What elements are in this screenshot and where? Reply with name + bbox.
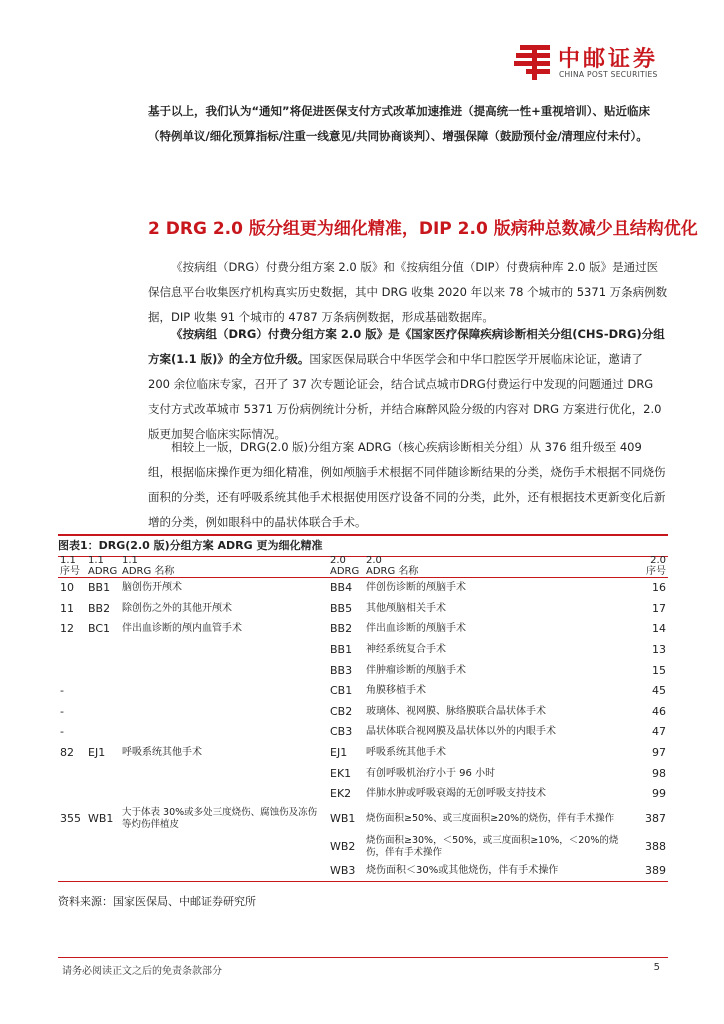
row-2-0-index: 15 [652,663,666,677]
row-1-1-index: 82 [60,746,74,760]
row-1-1-adrg: WB1 [88,811,114,825]
upgrade-paragraph-body: 国家医保局联合中华医学会和中华口腔医学开展临床论证，邀请了 200 余位临床专家，召开了 37 次专题论证会，结合试点城市DRG付费运行中发现的问题通过 DRG 支付方式改革城市 5371 万份病例统计分析，并结合麻醉风险分级的内容对 DRG 方案进行优化，2.0 版更加契合临床实际情况。 [148,352,662,441]
header-2-0-name: 2.0 ADRG 名称 [364,553,634,578]
row-2-0-name: 烧伤面积＜30%或其他烧伤，伴有手术操作 [364,861,634,882]
row-2-0-name: 角膜移植手术 [366,685,426,697]
row-1-1-name [120,763,328,784]
row-2-0-index: 13 [652,643,666,657]
row-1-1-name [120,702,328,723]
figure-title: 图表1：DRG(2.0 版)分组方案 ADRG 更为细化精准 [58,534,668,557]
row-1-1-index [58,784,86,805]
footer-divider [58,957,668,958]
table-row [58,784,668,805]
table-row [58,640,668,661]
table-header-row [58,553,668,578]
row-2-0-index: 387 [645,811,666,825]
row-1-1-name [120,784,328,805]
row-1-1-adrg [86,722,120,743]
table-row [58,660,668,681]
row-1-1-index [58,640,86,661]
header-1-1-name: 1.1 ADRG 名称 [120,553,328,578]
row-2-0-name: 烧伤面积≥30%，＜50%，或三度面积≥10%，＜20%的烧伤，伴有手术操作 [366,834,619,858]
row-1-1-adrg [86,640,120,661]
row-1-1-index [58,660,86,681]
row-1-1-index: - [60,684,64,698]
row-2-0-name: 伴创伤诊断的颅脑手术 [366,582,466,594]
table-row [58,763,668,784]
row-2-0-adrg: EJ1 [330,746,348,760]
row-1-1-adrg [86,660,120,681]
row-1-1-name [120,681,328,702]
brand-name-en: CHINA POST SECURITIES [559,70,658,79]
row-1-1-name [120,722,328,743]
row-2-0-index: 388 [645,839,666,853]
row-2-0-name: 神经系统复合手术 [366,644,446,656]
header-1-1-index: 1.1 序号 [58,553,86,578]
page-number: 5 [653,962,660,973]
row-2-0-index: 14 [652,622,666,636]
row-2-0-name: 晶状体联合视网膜及晶状体以外的内眼手术 [366,726,556,738]
row-1-1-name: 除创伤之外的其他开颅术 [122,602,232,614]
row-2-0-name: 伴出血诊断的颅脑手术 [366,623,466,635]
row-2-0-adrg: EK1 [330,766,352,780]
row-1-1-adrg: EJ1 [88,746,106,760]
row-1-1-adrg: BB2 [88,601,111,615]
row-2-0-adrg: BB4 [330,581,353,595]
row-1-1-name: 脑创伤开颅术 [122,582,182,594]
comparison-paragraph: 相较上一版，DRG(2.0 版)分组方案 ADRG（核心疾病诊断相关分组）从 376 组升级至 409 组，根据临床操作更为细化精准，例如颅脑手术根据不同伴随诊断结果的分类，烧伤手术根据不同烧伤面积的分类，还有呼吸系统其他手术根据使用医疗设备不同的分类，此外，还有根据技术更新变化后新增的分类，例如眼科中的晶状体联合手术。 [148,440,666,529]
row-1-1-index: - [60,704,64,718]
row-1-1-adrg [86,784,120,805]
header-2-0-adrg: 2.0 ADRG [328,553,364,578]
row-2-0-adrg: CB2 [330,704,353,718]
row-1-1-adrg [86,833,120,861]
figure-source: 资料来源：国家医保局、中邮证券研究所 [58,895,256,908]
upgrade-paragraph-lead: 《按病组（DRG）付费分组方案 2.0 版》是《国家医疗保障疾病诊断相关分组(CHS-DRG)分组方案(1.1 版)》的全方位升级。 [148,327,665,366]
china-post-logo-icon [512,42,556,82]
row-2-0-index: 17 [652,601,666,615]
row-2-0-name: 玻璃体、视网膜、脉络膜联合晶状体手术 [366,705,546,717]
row-1-1-index: 11 [60,601,74,615]
disclaimer-footer: 请务必阅读正文之后的免责条款部分 [62,966,222,977]
row-2-0-index: 98 [652,766,666,780]
row-2-0-index: 389 [634,861,668,882]
row-1-1-index [58,833,86,861]
table-row [58,619,668,640]
row-2-0-index: 45 [652,684,666,698]
table-row [58,722,668,743]
row-1-1-name [120,660,328,681]
row-2-0-adrg: BB2 [330,622,353,636]
table-row [58,805,668,833]
row-2-0-name: 有创呼吸机治疗小于 96 小时 [366,767,496,779]
row-2-0-adrg: BB5 [330,601,353,615]
row-1-1-name: 大于体表 30%或多处三度烧伤、腐蚀伤及冻伤等灼伤伴植皮 [122,806,318,830]
row-1-1-index [58,861,86,882]
row-2-0-index: 47 [652,725,666,739]
header-2-0-index: 2.0 序号 [634,553,668,578]
row-1-1-adrg [86,681,120,702]
row-1-1-index [58,763,86,784]
row-1-1-name [120,833,328,861]
row-1-1-name: 伴出血诊断的颅内血管手术 [122,623,242,635]
data-source-paragraph: 《按病组（DRG）付费分组方案 2.0 版》和《按病组分值（DIP）付费病种库 2.0 版》是通过医保信息平台收集医疗机构真实历史数据，其中 DRG 收集 2020 年以来 78 个城市的 5371 万条病例数据，DIP 收集 91 个城市的 4787 万条病例数据，形成基础数据库。 [148,260,668,324]
row-1-1-index: 10 [60,581,74,595]
row-1-1-adrg [86,861,120,882]
section-title: 2 DRG 2.0 版分组更为细化精准，DIP 2.0 版病种总数减少且结构优化 [148,219,698,239]
row-1-1-name [120,640,328,661]
row-2-0-name: 其他颅脑相关手术 [366,602,446,614]
table-row [58,599,668,620]
table-row [58,743,668,764]
row-1-1-index: - [60,725,64,739]
header-1-1-adrg: 1.1 ADRG [86,553,120,578]
table-row [58,681,668,702]
row-1-1-adrg: BC1 [88,622,111,636]
row-1-1-adrg [86,702,120,723]
row-2-0-adrg: WB1 [330,811,356,825]
row-1-1-adrg: BB1 [88,581,111,595]
brand-logo [512,42,672,82]
table-row [58,833,668,861]
table-row [58,702,668,723]
brand-name-cn: 中邮证券 [558,47,659,72]
row-2-0-index: 16 [652,581,666,595]
row-2-0-name: 伴肿瘤诊断的颅脑手术 [366,664,466,676]
row-2-0-adrg: BB3 [330,663,353,677]
conclusion-paragraph: 基于以上，我们认为“通知”将促进医保支付方式改革加速推进（提高统一性+重视培训）、贴近临床（特例单议/细化预算指标/注重一线意见/共同协商谈判）、增强保障（鼓励预付金/清理应付未付）。 [148,104,650,143]
upgrade-paragraph [148,322,668,447]
table-row [58,578,668,599]
row-1-1-name: 呼吸系统其他手术 [122,747,202,759]
row-2-0-adrg: WB3 [328,861,364,882]
row-2-0-name: 烧伤面积≥50%、或三度面积≥20%的烧伤，伴有手术操作 [366,812,615,824]
row-2-0-adrg: CB1 [330,684,353,698]
row-2-0-adrg: CB3 [330,725,353,739]
row-2-0-adrg: EK2 [330,787,352,801]
row-2-0-index: 99 [652,787,666,801]
row-2-0-adrg: BB1 [330,643,353,657]
row-1-1-adrg [86,763,120,784]
row-2-0-name: 伴肺水肿或呼吸衰竭的无创呼吸支持技术 [366,788,546,800]
table-row [58,861,668,882]
row-2-0-name: 呼吸系统其他手术 [366,747,446,759]
row-1-1-name [120,861,328,882]
adrg-comparison-table [58,553,668,882]
row-2-0-index: 97 [652,746,666,760]
row-2-0-adrg: WB2 [330,839,356,853]
row-1-1-index: 355 [60,811,81,825]
row-2-0-index: 46 [652,704,666,718]
row-1-1-index: 12 [60,622,74,636]
